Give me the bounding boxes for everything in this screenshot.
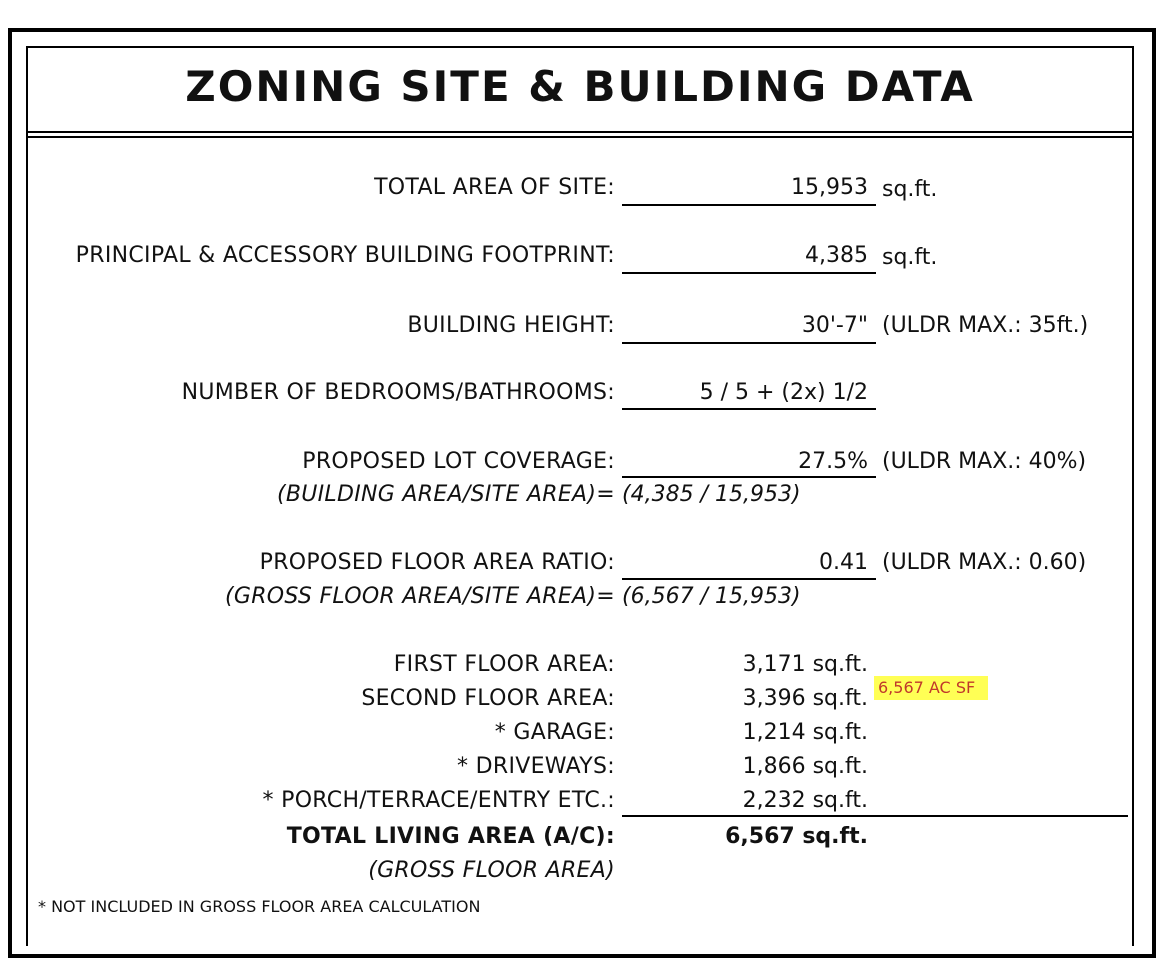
footnote: * NOT INCLUDED IN GROSS FLOOR AREA CALCULATION: [38, 897, 481, 916]
site-area-label: TOTAL AREA OF SITE:: [374, 175, 615, 200]
lot-coverage-value: 27.5%: [798, 449, 868, 474]
first-floor-label: FIRST FLOOR AREA:: [393, 652, 615, 677]
bedrooms-value: 5 / 5 + (2x) 1/2: [699, 380, 868, 405]
lot-coverage-max-note: (ULDR MAX.: 40%): [882, 449, 1087, 474]
bedrooms-underline: [622, 408, 876, 410]
site-area-unit: sq.ft.: [882, 177, 938, 202]
height-max-note: (ULDR MAX.: 35ft.): [882, 313, 1089, 338]
height-underline: [622, 342, 876, 344]
footprint-label: PRINCIPAL & ACCESSORY BUILDING FOOTPRINT:: [75, 243, 615, 268]
footprint-value: 4,385: [805, 243, 868, 268]
driveways-value: 1,866 sq.ft.: [742, 754, 868, 779]
footprint-unit: sq.ft.: [882, 245, 938, 270]
title-divider: [28, 131, 1132, 133]
site-area-underline: [622, 204, 876, 206]
first-floor-value: 3,171 sq.ft.: [742, 652, 868, 677]
second-floor-label: SECOND FLOOR AREA:: [361, 686, 615, 711]
site-area-value: 15,953: [791, 175, 868, 200]
total-living-area-value: 6,567 sq.ft.: [725, 824, 868, 849]
lot-coverage-formula-value: (4,385 / 15,953): [622, 482, 801, 507]
page-title: ZONING SITE & BUILDING DATA: [185, 62, 975, 111]
driveways-label: * DRIVEWAYS:: [457, 754, 615, 779]
lot-coverage-label: PROPOSED LOT COVERAGE:: [302, 449, 615, 474]
porch-label: * PORCH/TERRACE/ENTRY ETC.:: [262, 788, 615, 813]
garage-value: 1,214 sq.ft.: [742, 720, 868, 745]
far-formula-label: (GROSS FLOOR AREA/SITE AREA)=: [224, 584, 615, 609]
title-divider-double: [28, 136, 1132, 138]
second-floor-value: 3,396 sq.ft.: [742, 686, 868, 711]
garage-label: * GARAGE:: [494, 720, 615, 745]
lot-coverage-formula-label: (BUILDING AREA/SITE AREA)=: [276, 482, 615, 507]
ac-sf-highlight-note: 6,567 AC SF: [874, 676, 988, 700]
far-label: PROPOSED FLOOR AREA RATIO:: [259, 550, 615, 575]
footprint-underline: [622, 272, 876, 274]
far-max-note: (ULDR MAX.: 0.60): [882, 550, 1087, 575]
height-value: 30'-7": [801, 313, 868, 338]
total-living-area-label: TOTAL LIVING AREA (A/C):: [286, 824, 615, 849]
gross-floor-area-label: (GROSS FLOOR AREA): [368, 858, 615, 883]
bedrooms-label: NUMBER OF BEDROOMS/BATHROOMS:: [181, 380, 615, 405]
height-label: BUILDING HEIGHT:: [407, 313, 615, 338]
far-value: 0.41: [819, 550, 868, 575]
far-formula-value: (6,567 / 15,953): [622, 584, 801, 609]
total-divider-line: [622, 815, 1128, 817]
porch-value: 2,232 sq.ft.: [742, 788, 868, 813]
far-underline: [622, 578, 876, 580]
lot-coverage-underline: [622, 476, 876, 478]
